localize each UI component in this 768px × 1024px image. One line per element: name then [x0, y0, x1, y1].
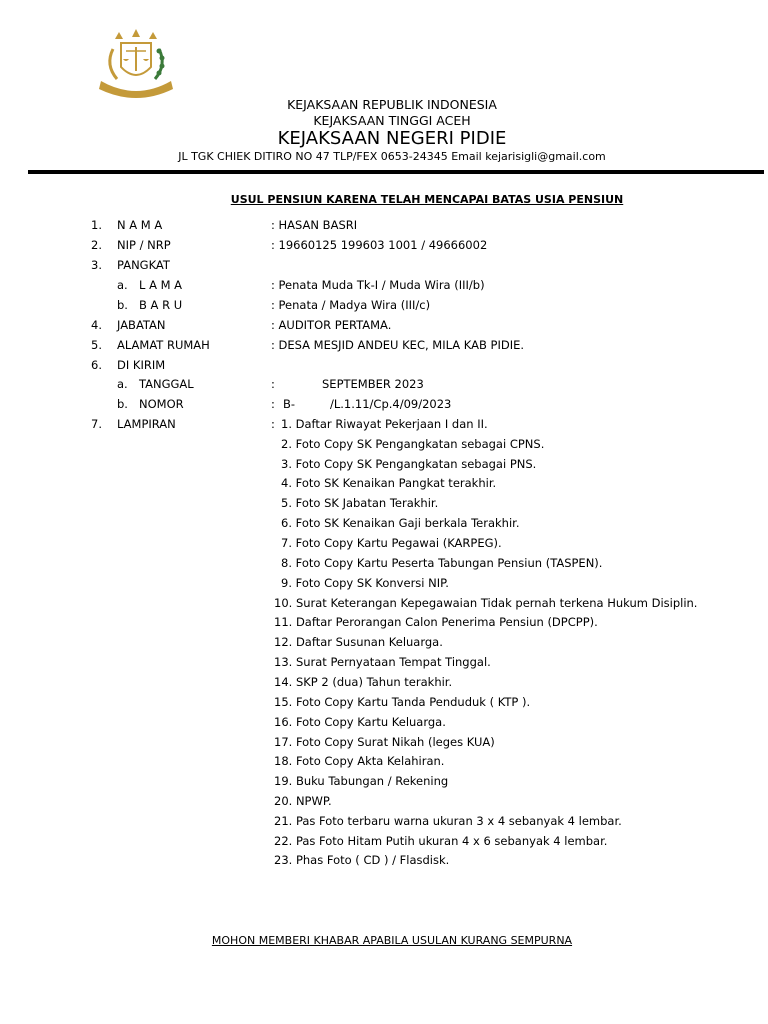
attachment-item-1: 1. Daftar Riwayat Pekerjaan I dan II. [281, 417, 488, 431]
field-nip-label: NIP / NRP [117, 238, 171, 252]
kejaksaan-emblem-logo [95, 27, 177, 99]
attachment-item-23: 23. Phas Foto ( CD ) / Flasdisk. [274, 853, 450, 867]
letterhead-line-2: KEJAKSAAN TINGGI ACEH [313, 113, 471, 128]
attachment-item-3: 3. Foto Copy SK Pengangkatan sebagai PNS. [281, 457, 537, 471]
field-tanggal-label: TANGGAL [139, 377, 194, 391]
field-jabatan-value: : AUDITOR PERTAMA. [271, 318, 392, 332]
attachment-item-20: 20. NPWP. [274, 794, 332, 808]
attachment-item-13: 13. Surat Pernyataan Tempat Tinggal. [274, 655, 491, 669]
field-1-number: 1. [91, 218, 102, 232]
field-4-number: 4. [91, 318, 102, 332]
attachment-item-15: 15. Foto Copy Kartu Tanda Penduduk ( KTP ). [274, 695, 531, 709]
field-lampiran-label: LAMPIRAN [117, 417, 176, 431]
attachment-item-14: 14. SKP 2 (dua) Tahun terakhir. [274, 675, 453, 689]
field-3a-letter: a. [117, 278, 128, 292]
attachment-item-17: 17. Foto Copy Surat Nikah (leges KUA) [274, 735, 495, 749]
attachment-item-4: 4. Foto SK Kenaikan Pangkat terakhir. [281, 476, 497, 490]
field-alamat-label: ALAMAT RUMAH [117, 338, 210, 352]
letterhead-address: JL TGK CHIEK DITIRO NO 47 TLP/FEX 0653-24345 Email kejarisigli@gmail.com [178, 150, 606, 163]
field-baru-value: : Penata / Madya Wira (III/c) [271, 298, 431, 312]
attachment-item-12: 12. Daftar Susunan Keluarga. [274, 635, 443, 649]
letterhead-line-1: KEJAKSAAN REPUBLIK INDONESIA [287, 97, 497, 112]
field-nama-value: : HASAN BASRI [271, 218, 358, 232]
field-3b-letter: b. [117, 298, 128, 312]
attachment-item-21: 21. Pas Foto terbaru warna ukuran 3 x 4 sebanyak 4 lembar. [274, 814, 622, 828]
field-nama-label: N A M A [117, 218, 163, 232]
field-nomor-label: NOMOR [139, 397, 184, 411]
attachment-item-7: 7. Foto Copy Kartu Pegawai (KARPEG). [281, 536, 502, 550]
field-lama-value: : Penata Muda Tk-I / Muda Wira (III/b) [271, 278, 485, 292]
field-lama-label: L A M A [139, 278, 183, 292]
field-6a-letter: a. [117, 377, 128, 391]
field-6b-letter: b. [117, 397, 128, 411]
field-nomor-prefix: B- [283, 397, 296, 411]
field-3-number: 3. [91, 258, 102, 272]
letterhead-divider [28, 170, 764, 174]
field-dikirim-label: DI KIRIM [117, 358, 166, 372]
document-title: USUL PENSIUN KARENA TELAH MENCAPAI BATAS USIA PENSIUN [230, 193, 624, 206]
field-nomor-value: /L.1.11/Cp.4/09/2023 [330, 397, 452, 411]
field-alamat-value: : DESA MESJID ANDEU KEC, MILA KAB PIDIE. [271, 338, 525, 352]
field-tanggal-value: SEPTEMBER 2023 [322, 377, 424, 391]
field-baru-label: B A R U [139, 298, 183, 312]
field-lampiran-colon: : [271, 417, 275, 431]
attachment-item-10: 10. Surat Keterangan Kepegawaian Tidak pernah terkena Hukum Disiplin. [274, 596, 698, 610]
attachment-item-5: 5. Foto SK Jabatan Terakhir. [281, 496, 439, 510]
attachment-item-6: 6. Foto SK Kenaikan Gaji berkala Terakhir. [281, 516, 520, 530]
field-nomor-colon: : [271, 397, 275, 411]
attachment-item-19: 19. Buku Tabungan / Rekening [274, 774, 449, 788]
footer-note: MOHON MEMBERI KHABAR APABILA USULAN KURANG SEMPURNA [211, 934, 573, 947]
field-nip-value: : 19660125 199603 1001 / 49666002 [271, 238, 488, 252]
attachment-item-22: 22. Pas Foto Hitam Putih ukuran 4 x 6 sebanyak 4 lembar. [274, 834, 608, 848]
attachment-item-9: 9. Foto Copy SK Konversi NIP. [281, 576, 449, 590]
field-tanggal-colon: : [271, 377, 275, 391]
field-jabatan-label: JABATAN [117, 318, 166, 332]
field-2-number: 2. [91, 238, 102, 252]
attachment-item-11: 11. Daftar Perorangan Calon Penerima Pensiun (DPCPP). [274, 615, 598, 629]
attachment-item-16: 16. Foto Copy Kartu Keluarga. [274, 715, 446, 729]
field-5-number: 5. [91, 338, 102, 352]
field-pangkat-label: PANGKAT [117, 258, 170, 272]
field-6-number: 6. [91, 358, 102, 372]
field-7-number: 7. [91, 417, 102, 431]
attachment-item-2: 2. Foto Copy SK Pengangkatan sebagai CPNS. [281, 437, 545, 451]
letterhead-office-name: KEJAKSAAN NEGERI PIDIE [277, 128, 507, 149]
attachment-item-8: 8. Foto Copy Kartu Peserta Tabungan Pensiun (TASPEN). [281, 556, 603, 570]
attachment-item-18: 18. Foto Copy Akta Kelahiran. [274, 754, 445, 768]
